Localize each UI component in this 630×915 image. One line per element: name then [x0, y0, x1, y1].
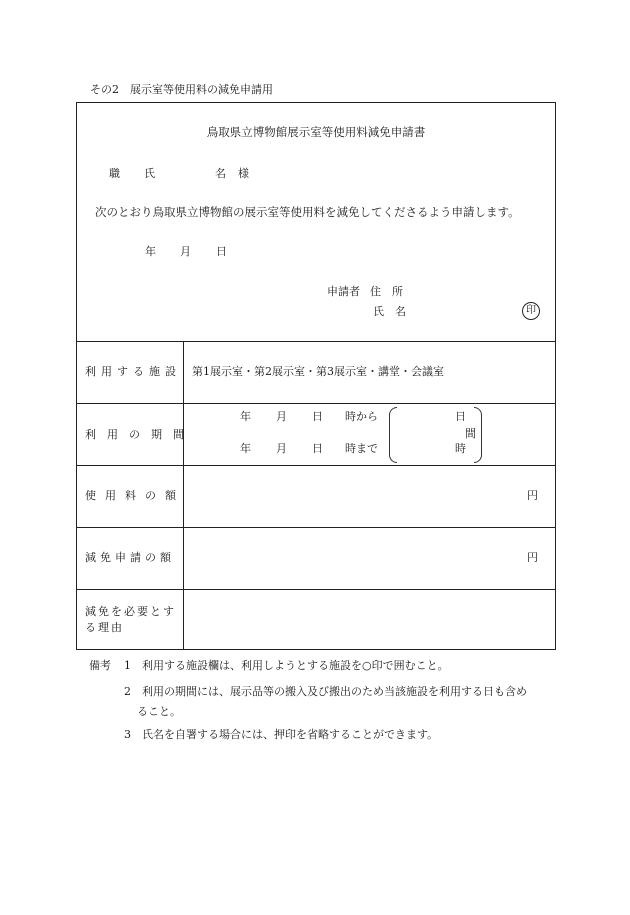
addressee-name: 名: [215, 167, 226, 180]
applicant-address-label: 住 所: [370, 285, 403, 298]
seal-mark-icon: 印: [522, 302, 540, 320]
period-days-unit: 日: [455, 410, 466, 423]
note-number: 2: [124, 685, 131, 698]
addressee-position: 職: [109, 167, 120, 180]
row-divider: [77, 465, 555, 466]
row-divider: [77, 589, 555, 590]
note-text: 利用する施設欄は、利用しようとする施設を○印で囲むこと。: [142, 659, 449, 672]
reduction-unit: 円: [527, 551, 538, 564]
period-start-day: 日: [312, 410, 323, 423]
applicant-name-label: 氏 名: [373, 305, 406, 318]
application-form: [76, 102, 556, 650]
facility-label: 利用する施設: [85, 365, 181, 378]
period-end-month: 月: [276, 442, 287, 455]
row-divider: [77, 403, 555, 404]
request-text: 次のとおり鳥取県立博物館の展示室等使用料を減免してくださるよう申請します。: [95, 205, 520, 219]
form-header-note: その2 展示室等使用料の減免申請用: [90, 83, 273, 96]
fee-unit: 円: [527, 489, 538, 502]
document-title: 鳥取県立博物館展示室等使用料減免申請書: [206, 125, 426, 139]
note-number: 1: [124, 659, 131, 672]
period-start-month: 月: [276, 410, 287, 423]
bracket-right-icon: [474, 407, 482, 463]
period-start-year: 年: [240, 410, 251, 423]
addressee-honorific: 様: [238, 167, 249, 180]
bracket-left-icon: [389, 407, 397, 463]
applicant-label: 申請者: [327, 285, 360, 298]
notes-heading: 備考: [89, 659, 111, 672]
note-text: 氏名を自署する場合には、押印を省略することができます。: [142, 728, 439, 741]
period-between: 間: [465, 427, 476, 440]
date-month: 月: [180, 245, 191, 258]
period-end-day: 日: [312, 442, 323, 455]
period-end-time: 時まで: [345, 442, 378, 455]
fee-label: 使用料の額: [85, 489, 185, 502]
reduction-label: 減免申請の額: [85, 551, 175, 564]
facility-value: 第1展示室・第2展示室・第3展示室・講堂・会議室: [192, 365, 444, 378]
date-year: 年: [145, 245, 156, 258]
note-number: 3: [124, 728, 131, 741]
period-start-time: 時から: [345, 410, 378, 423]
period-end-year: 年: [240, 442, 251, 455]
addressee-surname: 氏: [144, 167, 155, 180]
row-divider: [77, 341, 555, 342]
note-text-continued: ること。: [137, 705, 181, 718]
row-divider: [77, 527, 555, 528]
date-day: 日: [216, 245, 227, 258]
reason-label: 減免を必要とする理由: [85, 605, 176, 634]
period-label: 利用の期間: [85, 428, 195, 441]
note-text: 利用の期間には、展示品等の搬入及び搬出のため当該施設を利用する日も含め: [142, 685, 527, 698]
period-hours-unit: 時: [455, 442, 466, 455]
